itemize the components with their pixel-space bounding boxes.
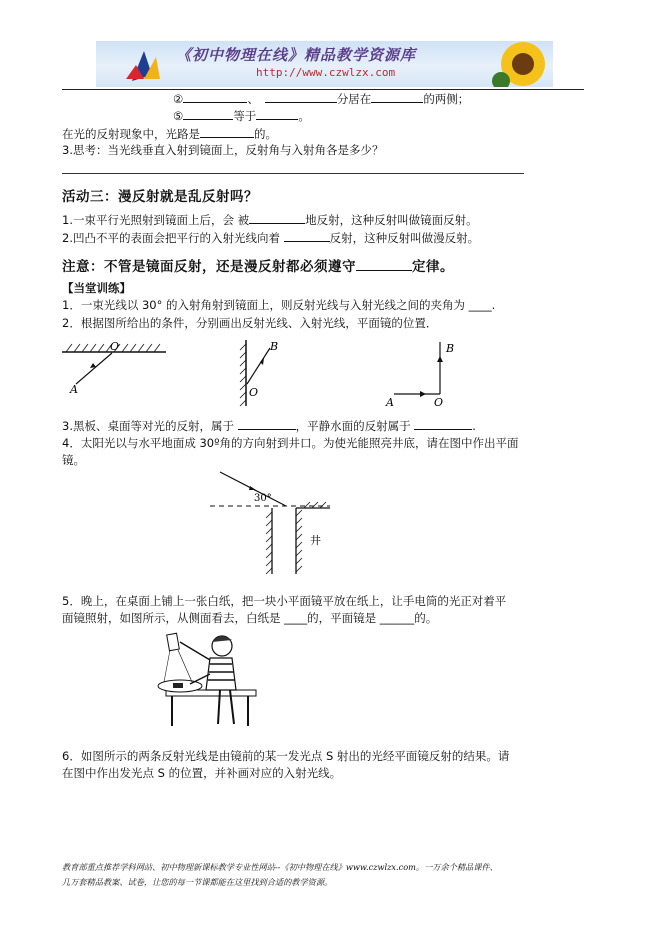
training-heading: 【当堂训练】 <box>62 281 131 295</box>
review-line-4: 在光的反射现象中，光路是 的。 <box>62 127 277 141</box>
footer-line-1: 教育部重点推荐学科网站、初中物理新课标教学专业性网站--《初中物理在线》www.czwlzx.com。一万余个精品课件、 <box>62 862 498 872</box>
well-angle-label: 30° <box>254 493 272 504</box>
review-line-3: ⑤ 等于 。 <box>173 109 310 123</box>
fig3-label-o: O <box>434 396 444 409</box>
figure-mirror-vertical <box>236 340 296 410</box>
figure-mirror-horizontal <box>62 338 172 398</box>
review-question-3: 3.思考：当光线垂直入射到镜面上，反射角与入射角各是多少？ <box>62 143 384 157</box>
banner-url: http://www.czwlzx.com <box>256 66 396 79</box>
training-q1: 1．一束光线以 30° 的入射角射到镜面上，则反射光线与入射光线之间的夹角为 ____. <box>62 298 496 312</box>
header-rule <box>62 89 584 90</box>
well-label: 井 <box>310 534 321 547</box>
sunflower-icon <box>493 41 553 87</box>
header-banner <box>96 41 553 87</box>
activity3-item-2: 2.凹凸不平的表面会把平行的入射光线向着 反射，这种反射叫做漫反射。 <box>62 231 480 245</box>
figure-well <box>200 468 340 578</box>
training-q6-line-1: 6．如图所示的两条反射光线是由镜前的某一发光点 S 射出的光经平面镜反射的结果。请 <box>62 749 510 763</box>
training-q3: 3.黑板、桌面等对光的反射，属于 ，平静水面的反射属于 . <box>62 419 476 433</box>
fig2-label-o: O <box>249 386 259 399</box>
training-q4-line-2: 镜。 <box>62 453 85 467</box>
figure-find-mirror <box>384 338 484 408</box>
banner-title: 《初中物理在线》精品教学资源库 <box>176 46 417 64</box>
training-q2: 2．根据图所给出的条件，分别画出反射光线、入射光线，平面镜的位置． <box>62 316 438 330</box>
fig1-label-o: O <box>110 340 120 353</box>
activity3-item-1: 1.一束平行光照射到镜面上后，会 被 地反射，这种反射叫做镜面反射。 <box>62 213 478 227</box>
flashlight-illustration <box>150 628 260 728</box>
fig3-label-a: A <box>386 396 394 409</box>
activity3-note: 注意：不管是镜面反射，还是漫反射都必须遵守 定律。 <box>62 259 454 275</box>
fig3-label-b: B <box>446 342 455 355</box>
footer-line-2: 几万套精品教案、试卷，让您的每一节课都能在这里找到合适的教学资源。 <box>62 877 333 887</box>
activity3-title: 活动三：漫反射就是乱反射吗？ <box>62 189 258 205</box>
answer-line <box>62 173 524 174</box>
training-q5-line-1: 5．晚上，在桌面上铺上一张白纸，把一块小平面镜平放在纸上，让手电筒的光正对着平 <box>62 594 507 608</box>
review-line-2: ② 、 分居在 的两侧； <box>173 92 470 106</box>
training-q4-line-1: 4．太阳光以与水平地面成 30º角的方向射到井口。为使光能照亮井底，请在图中作出平面 <box>62 436 519 450</box>
training-q5-line-2: 面镜照射，如图所示，从侧面看去，白纸是 ____的，平面镜是 ______的。 <box>62 611 438 625</box>
fig2-label-b: B <box>270 340 279 353</box>
fig1-label-a: A <box>70 383 78 396</box>
training-q6-line-2: 在图中作出发光点 S 的位置，并补画对应的入射光线。 <box>62 766 342 780</box>
logo-icon <box>122 45 162 85</box>
